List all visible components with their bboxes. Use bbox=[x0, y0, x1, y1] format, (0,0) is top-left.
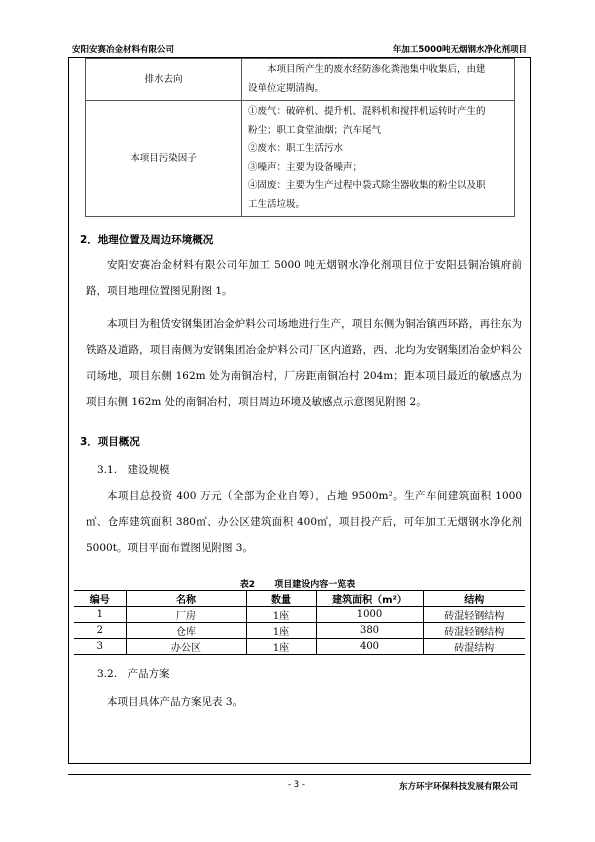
table-caption-number: 表2 bbox=[239, 580, 256, 590]
table-row bbox=[86, 101, 515, 217]
row-key-drainage: 排水去向 bbox=[86, 59, 242, 101]
footer-rule bbox=[68, 774, 531, 775]
text-line: ④固废：主要为生产过程中袋式除尘器收集的粉尘以及职 bbox=[248, 180, 486, 191]
table-cell: 400 bbox=[316, 639, 423, 655]
table-cell: 砖混轻钢结构 bbox=[423, 623, 525, 639]
column-header-quantity: 数量 bbox=[246, 591, 316, 607]
section-3-2-paragraph: 本项目具体产品方案见表 3。 bbox=[107, 696, 244, 708]
table-cell: 3 bbox=[96, 641, 103, 652]
section-3-title: 3．项目概况 bbox=[80, 436, 140, 448]
column-header-number: 编号 bbox=[89, 595, 110, 606]
section-2-paragraph-1: 安阳安赛冶金材料有限公司年加工 5000 吨无烟钢水净化剂项目位于安阳县铜冶镇府前路，项目地理位置图见附图 1。 bbox=[86, 259, 522, 297]
page-number: - 3 - bbox=[288, 780, 305, 790]
subsection-3-2-title: 3.2. 产品方案 bbox=[97, 668, 170, 680]
subsection-3-1-title: 3.1. 建设规模 bbox=[97, 464, 170, 476]
table-cell: 1000 bbox=[316, 607, 423, 623]
table-cell: 1座 bbox=[246, 623, 316, 639]
column-header-name: 名称 bbox=[126, 591, 246, 607]
footer-company: 东方环宇环保科技发展有限公司 bbox=[399, 782, 519, 792]
section-2-title: 2．地理位置及周边环境概况 bbox=[80, 234, 214, 246]
row-value-drainage bbox=[242, 59, 515, 101]
table-cell: 厂房 bbox=[126, 607, 246, 623]
table-row bbox=[86, 59, 515, 101]
column-header-structure: 结构 bbox=[423, 591, 525, 607]
text-line: 工生活垃圾。 bbox=[248, 198, 306, 210]
page-header bbox=[68, 41, 531, 57]
text-line: ③噪声：主要为设备噪声； bbox=[248, 161, 363, 173]
header-company: 安阳安赛冶金材料有限公司 bbox=[72, 45, 175, 55]
text-line: ②废水：职工生活污水 bbox=[248, 143, 344, 154]
section-2-paragraph-2: 本项目为租赁安钢集团冶金炉料公司场地进行生产，项目东侧为铜冶镇西环路，再往东为铁路及道路，项目南侧为安钢集团冶金炉料公司厂区内道路，西、北均为安钢集团冶金炉料公司场地，项目东侧 162m 处为南铜冶村，厂房距南铜冶村 204m；距本项目最近的敏感点为项目东侧 162m 处的南铜冶村，项目周边环境及敏感点示意图见附图 2。 bbox=[86, 318, 522, 408]
table-cell: 1 bbox=[96, 609, 103, 620]
row-value-pollutants bbox=[242, 101, 515, 217]
text-line: 本项目所产生的废水经防渗化粪池集中收集后，由建 bbox=[248, 64, 486, 75]
column-header-area: 建筑面积（m²） bbox=[316, 591, 423, 607]
table-header-row bbox=[74, 591, 525, 607]
table-caption bbox=[0, 577, 595, 590]
table-cell: 砖混轻钢结构 bbox=[423, 607, 525, 623]
table-cell: 380 bbox=[316, 623, 423, 639]
table-cell: 1座 bbox=[246, 639, 316, 655]
table-cell: 仓库 bbox=[126, 623, 246, 639]
table-cell: 办公区 bbox=[126, 639, 246, 655]
table-cell: 砖混结构 bbox=[423, 639, 525, 655]
table-cell: 1座 bbox=[246, 607, 316, 623]
section-3-1-paragraph: 本项目总投资 400 万元（全部为企业自筹），占地 9500m²。生产车间建筑面积 1000㎡、仓库建筑面积 380㎡、办公区建筑面积 400㎡，项目投产后，可年加工无烟钢水净化剂 5000t。项目平面布置图见附图 3。 bbox=[86, 490, 522, 554]
text-line: 粉尘；职工食堂油烟；汽车尾气 bbox=[248, 124, 382, 136]
header-project: 年加工5000吨无烟钢水净化剂项目 bbox=[392, 45, 527, 55]
row-key-pollutants: 本项目污染因子 bbox=[86, 101, 242, 217]
project-content-table bbox=[74, 590, 525, 655]
table-cell: 2 bbox=[96, 625, 103, 636]
table-row bbox=[74, 623, 525, 639]
table-row bbox=[74, 639, 525, 655]
text-line: ①废气：破碎机、提升机、混料机和搅拌机运转时产生的 bbox=[248, 106, 486, 117]
table-caption-title: 项目建设内容一览表 bbox=[274, 580, 356, 590]
text-line: 设单位定期清掏。 bbox=[248, 82, 325, 94]
table-row bbox=[74, 607, 525, 623]
continued-info-table bbox=[85, 58, 515, 217]
